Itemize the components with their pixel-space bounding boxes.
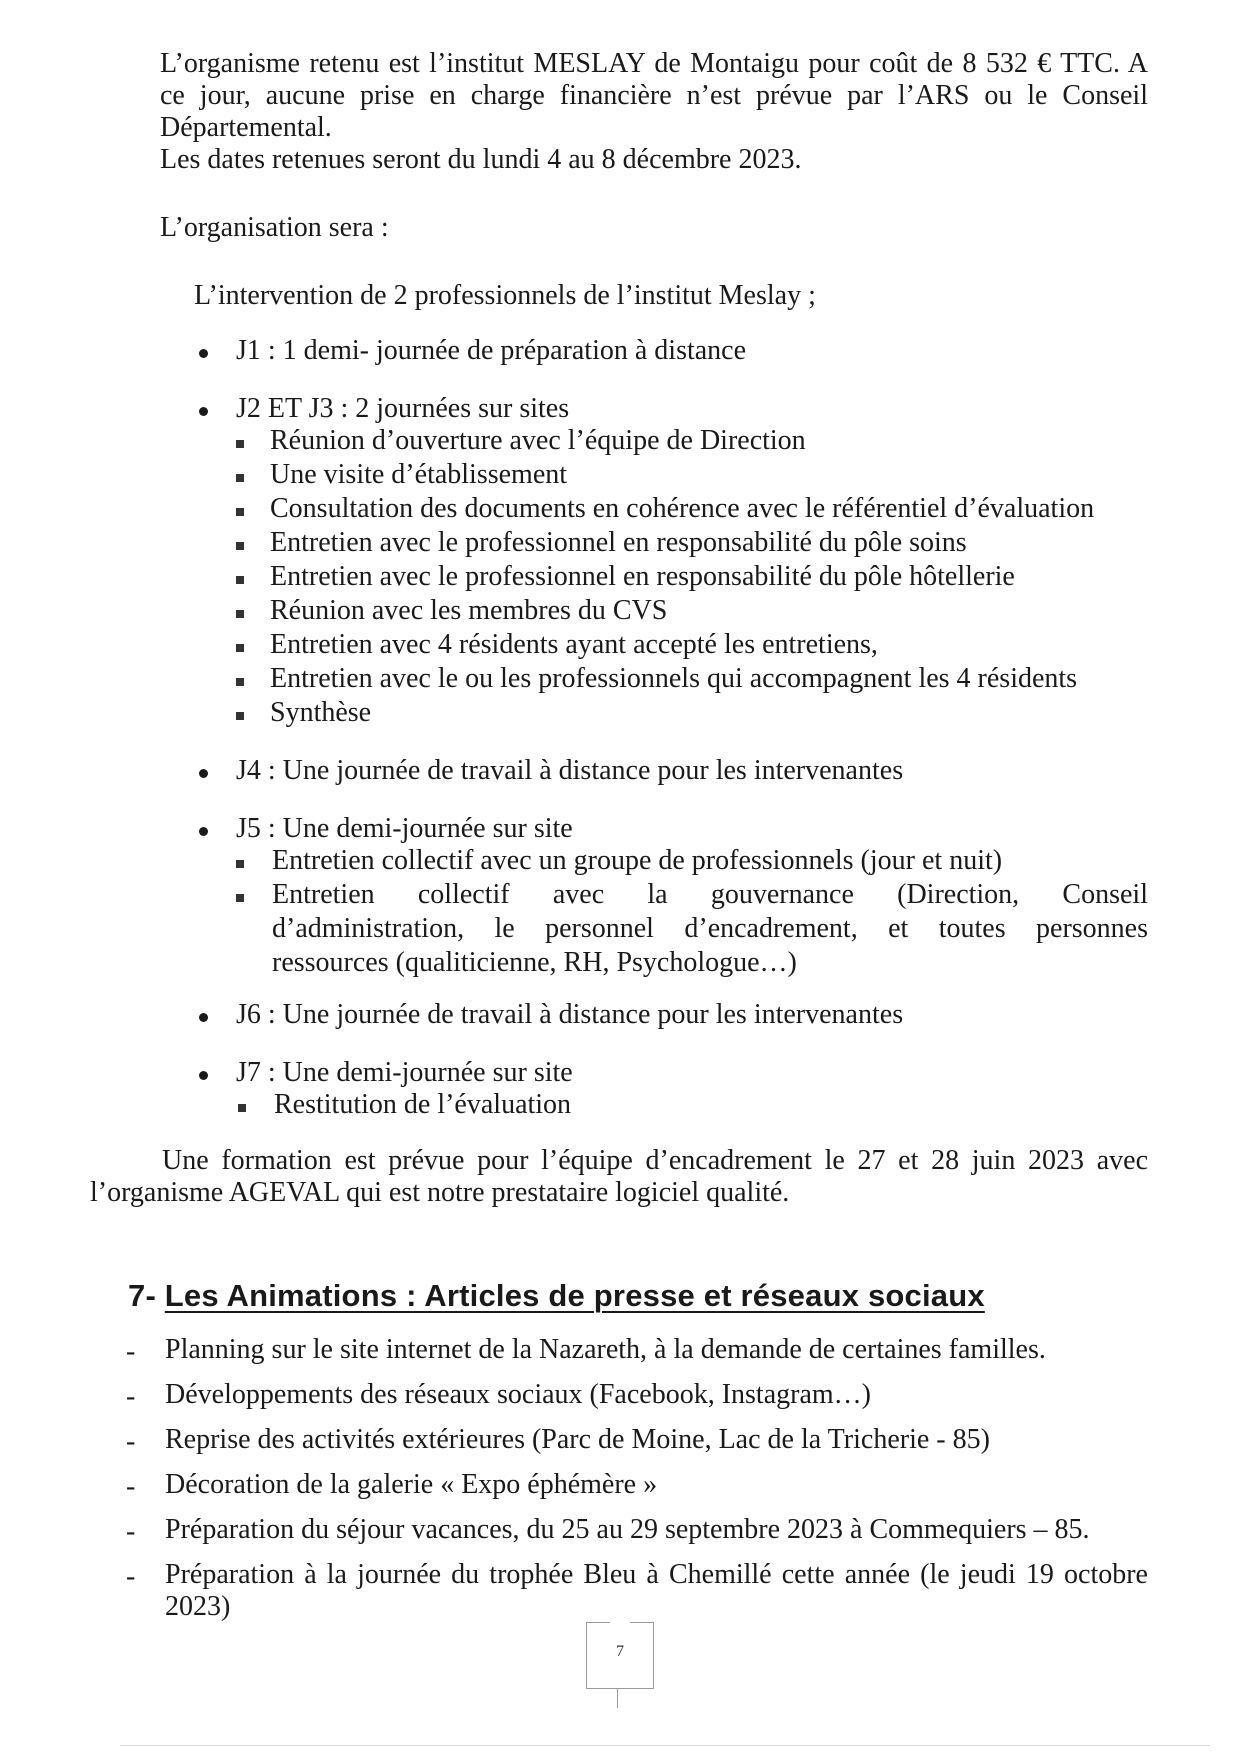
bullet-square-icon [236,860,244,868]
page-number-box [586,1622,654,1689]
bullet-dot-icon [199,407,208,416]
day-j6-label: J6 : Une journée de travail à distance pour les intervenantes [236,999,904,1030]
day-j4-label: J4 : Une journée de travail à distance pour les intervenantes [236,755,904,786]
j2j3-item: Entretien avec 4 résidents ayant accepté les entretiens, [270,629,878,660]
bullet-dot-icon [199,349,208,358]
section-7-item: Préparation à la journée du trophée Bleu à Chemillé cette année (le jeudi 19 octobre [165,1559,1148,1590]
bullet-square-icon [236,576,244,584]
section-7-number: 7- [128,1278,156,1313]
j5-item-line-2: d’administration, le personnel d’encadrement, et toutes personnes [272,913,1148,944]
section-7-heading [128,1280,985,1311]
section-7-item: Décoration de la galerie « Expo éphémère » [165,1469,658,1500]
bullet-square-icon [236,712,244,720]
j5-item-line-3: ressources (qualiticienne, RH, Psychologue…) [272,947,797,978]
section-7-item: Planning sur le site internet de la Nazareth, à la demande de certaines familles. [165,1334,1046,1365]
bullet-square-icon [236,474,244,482]
bullet-dot-icon [199,769,208,778]
j2j3-item: Consultation des documents en cohérence avec le référentiel d’évaluation [270,493,1095,524]
page-number: 7 [616,1643,624,1660]
dash-bullet: - [126,1381,136,1412]
formation-line-2: l’organisme AGEVAL qui est notre prestataire logiciel qualité. [90,1177,790,1208]
day-j7-label: J7 : Une demi-journée sur site [236,1057,573,1088]
dash-bullet: - [126,1516,136,1547]
dash-bullet: - [126,1471,136,1502]
j2j3-item: Synthèse [270,697,372,728]
j2j3-item: Entretien avec le professionnel en responsabilité du pôle soins [270,527,967,558]
bullet-square-icon [236,508,244,516]
bullet-square-icon [236,678,244,686]
j5-item: Entretien collectif avec un groupe de professionnels (jour et nuit) [272,845,1003,876]
intro-line-1: L’organisme retenu est l’institut MESLAY de Montaigu pour coût de 8 532 € TTC. A [160,48,1148,79]
j5-item-line-1: Entretien collectif avec la gouvernance (Direction, Conseil [272,879,1148,910]
bullet-square-icon [238,1104,246,1112]
section-7-item: Préparation du séjour vacances, du 25 au 29 septembre 2023 à Commequiers – 85. [165,1514,1090,1545]
intro-line-3: Départemental. [160,112,332,143]
bullet-dot-icon [199,1013,208,1022]
intro-line-2: ce jour, aucune prise en charge financière n’est prévue par l’ARS ou le Conseil [160,80,1148,111]
bullet-square-icon [236,440,244,448]
intervention-text: L’intervention de 2 professionnels de l’institut Meslay ; [194,280,816,311]
j2j3-item: Réunion d’ouverture avec l’équipe de Direction [270,425,806,456]
bullet-dot-icon [199,1071,208,1080]
day-j2j3-label: J2 ET J3 : 2 journées sur sites [236,393,570,424]
j2j3-item: Réunion avec les membres du CVS [270,595,668,626]
section-7-item: Reprise des activités extérieures (Parc de Moine, Lac de la Tricherie - 85) [165,1424,990,1455]
section-7-title: Les Animations : Articles de presse et réseaux sociaux [164,1278,985,1313]
j2j3-item: Entretien avec le ou les professionnels qui accompagnent les 4 résidents [270,663,1078,694]
intro-line-4: Les dates retenues seront du lundi 4 au 8 décembre 2023. [160,144,802,175]
bullet-dot-icon [199,827,208,836]
day-j5-label: J5 : Une demi-journée sur site [236,813,573,844]
organisation-label: L’organisation sera : [160,212,389,243]
bottom-edge-line [120,1745,1210,1746]
formation-line-1: Une formation est prévue pour l’équipe d’encadrement le 27 et 28 juin 2023 avec [162,1145,1148,1176]
section-7-item-continuation: 2023) [165,1591,231,1622]
page-number-tick [617,1688,618,1708]
day-j1-label: J1 : 1 demi- journée de préparation à distance [236,335,747,366]
bullet-square-icon [236,542,244,550]
j7-item: Restitution de l’évaluation [274,1089,572,1120]
j2j3-item: Une visite d’établissement [270,459,568,490]
dash-bullet: - [126,1561,136,1592]
bullet-square-icon [236,894,244,902]
j2j3-item: Entretien avec le professionnel en responsabilité du pôle hôtellerie [270,561,1015,592]
section-7-item: Développements des réseaux sociaux (Facebook, Instagram…) [165,1379,871,1410]
bullet-square-icon [236,610,244,618]
dash-bullet: - [126,1336,136,1367]
bullet-square-icon [236,644,244,652]
dash-bullet: - [126,1426,136,1457]
